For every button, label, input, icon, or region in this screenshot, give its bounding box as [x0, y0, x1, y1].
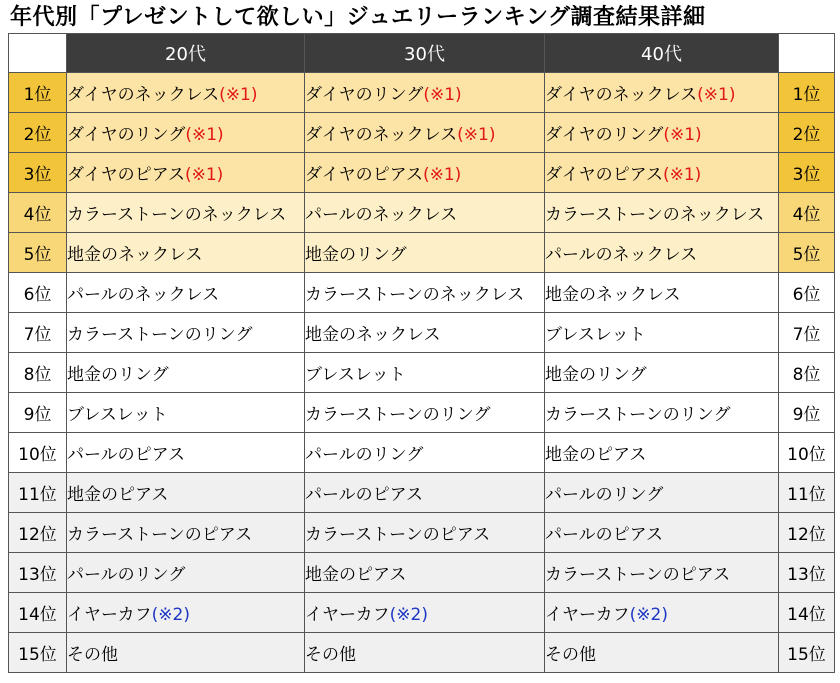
jewelry-item: カラーストーンのネックレス	[305, 285, 525, 305]
jewelry-cell-40s	[545, 273, 779, 313]
table-row	[9, 473, 835, 513]
header-20s: 20代	[67, 34, 305, 73]
jewelry-item: 地金のネックレス	[67, 245, 203, 265]
jewelry-item: パールのリング	[545, 485, 664, 505]
rank-label-right: 3位	[779, 153, 835, 193]
footnote-mark: (※1)	[184, 165, 224, 185]
jewelry-item: パールのピアス	[305, 485, 423, 505]
jewelry-cell-30s	[305, 513, 545, 553]
jewelry-cell-20s	[67, 553, 305, 593]
jewelry-cell-30s	[305, 153, 545, 193]
footnote-mark: (※1)	[423, 85, 462, 105]
rank-label-right: 2位	[779, 113, 835, 153]
jewelry-item: ダイヤのネックレス	[545, 85, 698, 105]
jewelry-item: ダイヤのピアス	[67, 165, 185, 185]
jewelry-cell-30s	[305, 353, 545, 393]
jewelry-cell-20s	[67, 153, 305, 193]
jewelry-item: パールのネックレス	[67, 285, 220, 305]
table-row	[9, 353, 835, 393]
footnote-mark: (※1)	[457, 125, 496, 145]
jewelry-item: パールのピアス	[67, 445, 185, 465]
rank-label-right: 9位	[779, 393, 835, 433]
rank-label-left: 5位	[9, 233, 67, 273]
jewelry-cell-20s	[67, 313, 305, 353]
table-row	[9, 553, 835, 593]
table-row	[9, 233, 835, 273]
jewelry-cell-40s	[545, 313, 779, 353]
jewelry-cell-30s	[305, 193, 545, 233]
ranking-body	[9, 73, 835, 673]
jewelry-item: 地金のリング	[67, 365, 169, 385]
jewelry-item: ダイヤのネックレス	[305, 125, 458, 145]
jewelry-cell-40s	[545, 433, 779, 473]
jewelry-cell-30s	[305, 313, 545, 353]
rank-label-right: 10位	[779, 433, 835, 473]
jewelry-cell-40s	[545, 633, 779, 673]
jewelry-cell-40s	[545, 353, 779, 393]
jewelry-item: ダイヤのピアス	[545, 165, 663, 185]
footnote-mark: (※2)	[151, 605, 190, 625]
jewelry-cell-20s	[67, 113, 305, 153]
jewelry-cell-20s	[67, 233, 305, 273]
jewelry-cell-20s	[67, 393, 305, 433]
table-row	[9, 433, 835, 473]
rank-label-left: 12位	[9, 513, 67, 553]
rank-label-left: 13位	[9, 553, 67, 593]
footnote-mark: (※2)	[389, 605, 428, 625]
header-blank-left	[9, 34, 67, 73]
jewelry-item: イヤーカフ	[67, 605, 152, 625]
jewelry-item: カラーストーンのピアス	[67, 525, 253, 545]
jewelry-item: その他	[545, 645, 596, 665]
jewelry-item: 地金のネックレス	[545, 285, 681, 305]
jewelry-item: パールのピアス	[545, 525, 663, 545]
rank-label-left: 6位	[9, 273, 67, 313]
jewelry-cell-30s	[305, 433, 545, 473]
jewelry-item: パールのリング	[67, 565, 186, 585]
jewelry-cell-40s	[545, 393, 779, 433]
jewelry-cell-30s	[305, 633, 545, 673]
table-row	[9, 193, 835, 233]
jewelry-item: その他	[305, 645, 356, 665]
footnote-mark: (※1)	[662, 165, 702, 185]
page-title: 年代別「プレゼントして欲しい」ジュエリーランキング調査結果詳細	[10, 5, 706, 30]
header-40s: 40代	[545, 34, 779, 73]
footnote-mark: (※1)	[663, 125, 702, 145]
table-row	[9, 593, 835, 633]
header-row	[9, 34, 835, 73]
rank-label-left: 1位	[9, 73, 67, 113]
jewelry-item: カラーストーンのリング	[305, 405, 491, 425]
jewelry-item: パールのネックレス	[305, 205, 458, 225]
jewelry-item: 地金のネックレス	[305, 325, 441, 345]
jewelry-item: ダイヤのピアス	[305, 165, 423, 185]
jewelry-item: パールのネックレス	[545, 245, 698, 265]
jewelry-item: ブレスレット	[305, 365, 406, 385]
jewelry-item: ダイヤのリング	[305, 85, 424, 105]
jewelry-cell-20s	[67, 353, 305, 393]
jewelry-cell-30s	[305, 473, 545, 513]
table-row	[9, 73, 835, 113]
footnote-mark: (※1)	[422, 165, 462, 185]
jewelry-item: カラーストーンのネックレス	[545, 205, 765, 225]
jewelry-cell-30s	[305, 233, 545, 273]
jewelry-item: イヤーカフ	[305, 605, 390, 625]
jewelry-item: 地金のリング	[305, 245, 407, 265]
jewelry-cell-40s	[545, 513, 779, 553]
jewelry-item: カラーストーンのピアス	[305, 525, 491, 545]
rank-label-right: 15位	[779, 633, 835, 673]
jewelry-cell-40s	[545, 473, 779, 513]
jewelry-cell-30s	[305, 113, 545, 153]
rank-label-right: 6位	[779, 273, 835, 313]
footnote-mark: (※2)	[629, 605, 668, 625]
table-row	[9, 153, 835, 193]
rank-label-left: 4位	[9, 193, 67, 233]
jewelry-item: カラーストーンのリング	[67, 325, 253, 345]
rank-label-left: 11位	[9, 473, 67, 513]
table-row	[9, 313, 835, 353]
jewelry-cell-40s	[545, 153, 779, 193]
jewelry-cell-20s	[67, 193, 305, 233]
jewelry-item: ダイヤのリング	[67, 125, 186, 145]
jewelry-item: パールのリング	[305, 445, 424, 465]
jewelry-cell-40s	[545, 553, 779, 593]
rank-label-right: 5位	[779, 233, 835, 273]
jewelry-item: カラーストーンのピアス	[545, 565, 731, 585]
rank-label-left: 8位	[9, 353, 67, 393]
rank-label-right: 1位	[779, 73, 835, 113]
jewelry-cell-20s	[67, 73, 305, 113]
jewelry-cell-20s	[67, 593, 305, 633]
table-row	[9, 513, 835, 553]
rank-label-right: 7位	[779, 313, 835, 353]
footnote-mark: (※1)	[697, 85, 736, 105]
jewelry-cell-40s	[545, 193, 779, 233]
rank-label-right: 13位	[779, 553, 835, 593]
rank-label-left: 9位	[9, 393, 67, 433]
table-row	[9, 273, 835, 313]
jewelry-cell-40s	[545, 113, 779, 153]
rank-label-right: 14位	[779, 593, 835, 633]
jewelry-item: カラーストーンのネックレス	[67, 205, 287, 225]
jewelry-cell-30s	[305, 593, 545, 633]
rank-label-left: 14位	[9, 593, 67, 633]
jewelry-cell-20s	[67, 633, 305, 673]
jewelry-cell-30s	[305, 393, 545, 433]
jewelry-cell-20s	[67, 273, 305, 313]
rank-label-left: 7位	[9, 313, 67, 353]
table-row	[9, 633, 835, 673]
jewelry-item: カラーストーンのリング	[545, 405, 731, 425]
jewelry-item: その他	[67, 645, 118, 665]
rank-label-left: 3位	[9, 153, 67, 193]
jewelry-cell-40s	[545, 233, 779, 273]
table-row	[9, 393, 835, 433]
jewelry-item: 地金のピアス	[545, 445, 647, 465]
footnote-mark: (※1)	[219, 85, 258, 105]
jewelry-item: 地金のリング	[545, 365, 647, 385]
jewelry-item: イヤーカフ	[545, 605, 630, 625]
jewelry-cell-30s	[305, 73, 545, 113]
header-30s: 30代	[305, 34, 545, 73]
jewelry-cell-20s	[67, 473, 305, 513]
jewelry-cell-20s	[67, 433, 305, 473]
table-row	[9, 113, 835, 153]
jewelry-cell-30s	[305, 273, 545, 313]
rank-label-left: 2位	[9, 113, 67, 153]
jewelry-cell-20s	[67, 513, 305, 553]
rank-label-left: 15位	[9, 633, 67, 673]
jewelry-item: ダイヤのネックレス	[67, 85, 220, 105]
rank-label-right: 11位	[779, 473, 835, 513]
ranking-table	[8, 33, 835, 673]
footnote-mark: (※1)	[185, 125, 224, 145]
rank-label-right: 12位	[779, 513, 835, 553]
jewelry-cell-40s	[545, 73, 779, 113]
header-blank-right	[779, 34, 835, 73]
jewelry-item: 地金のピアス	[305, 565, 407, 585]
jewelry-item: 地金のピアス	[67, 485, 169, 505]
jewelry-item: ブレスレット	[545, 325, 646, 345]
jewelry-item: ブレスレット	[67, 405, 168, 425]
jewelry-item: ダイヤのリング	[545, 125, 664, 145]
rank-label-right: 8位	[779, 353, 835, 393]
rank-label-right: 4位	[779, 193, 835, 233]
jewelry-cell-40s	[545, 593, 779, 633]
jewelry-cell-30s	[305, 553, 545, 593]
rank-label-left: 10位	[9, 433, 67, 473]
